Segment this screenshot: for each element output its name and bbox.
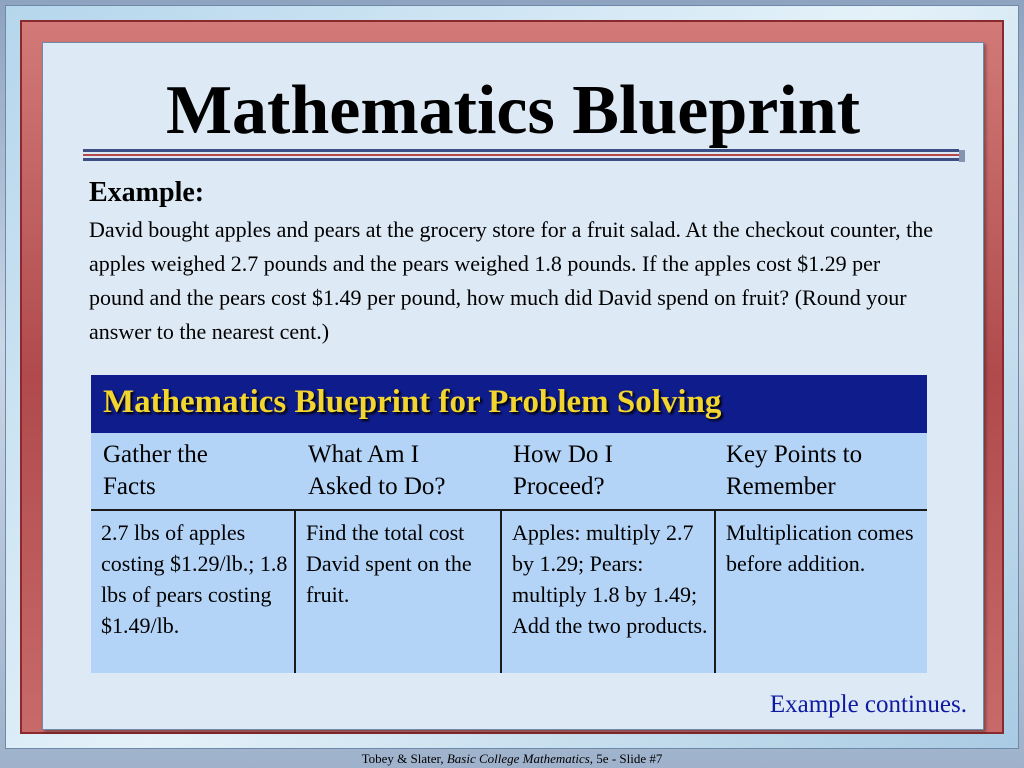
blueprint-header [91, 375, 927, 433]
column-header-key-points: Key Points to Remember [726, 441, 863, 500]
cell-key-points: Multiplication comes before addition. [726, 520, 914, 576]
footer-authors: Tobey & Slater, [361, 751, 447, 766]
column-header-asked-to-do: What Am I Asked to Do? [308, 441, 446, 500]
problem-statement: David bought apples and pears at the grocery store for a fruit salad. At the checkout counter, the apples weighed 2.7 pounds and the pears weighed 1.8 pounds. If the apples cost $1.29 per pound and the pears cost $1.49 per pound, how much did David spend on fruit? (Round your answer to the nearest cent.) [89, 217, 933, 344]
slide-title: Mathematics Blueprint [165, 72, 861, 149]
footer-book-title: Basic College Mathematics [446, 751, 590, 766]
table-divider-vertical [714, 509, 716, 673]
cell-asked-to-do: Find the total cost David spent on the fruit. [306, 520, 472, 607]
example-continues-note: Example continues. [769, 691, 967, 718]
blueprint-table [91, 375, 927, 673]
example-heading: Example: [89, 177, 205, 208]
title-underline-lower [83, 158, 959, 161]
slide-footer [0, 751, 1024, 767]
title-underline [83, 149, 959, 152]
footer-slide-number: , 5e - Slide #7 [589, 751, 663, 766]
title-underline-accent [83, 154, 959, 156]
table-divider-vertical [500, 509, 502, 673]
title-underline-cap [959, 150, 965, 162]
cell-gather-facts: 2.7 lbs of apples costing $1.29/lb.; 1.8 lbs of pears costing $1.49/lb. [101, 520, 288, 638]
blueprint-title: Mathematics Blueprint for Problem Solving [103, 384, 722, 420]
cell-how-proceed: Apples: multiply 2.7 by 1.29; Pears: multiply 1.8 by 1.49; Add the two products. [512, 520, 708, 638]
column-header-how-proceed: How Do I Proceed? [513, 441, 613, 500]
column-header-gather-facts: Gather the Facts [103, 441, 208, 500]
table-divider-vertical [294, 509, 296, 673]
table-divider-horizontal [91, 509, 927, 511]
slide-panel [42, 42, 984, 730]
